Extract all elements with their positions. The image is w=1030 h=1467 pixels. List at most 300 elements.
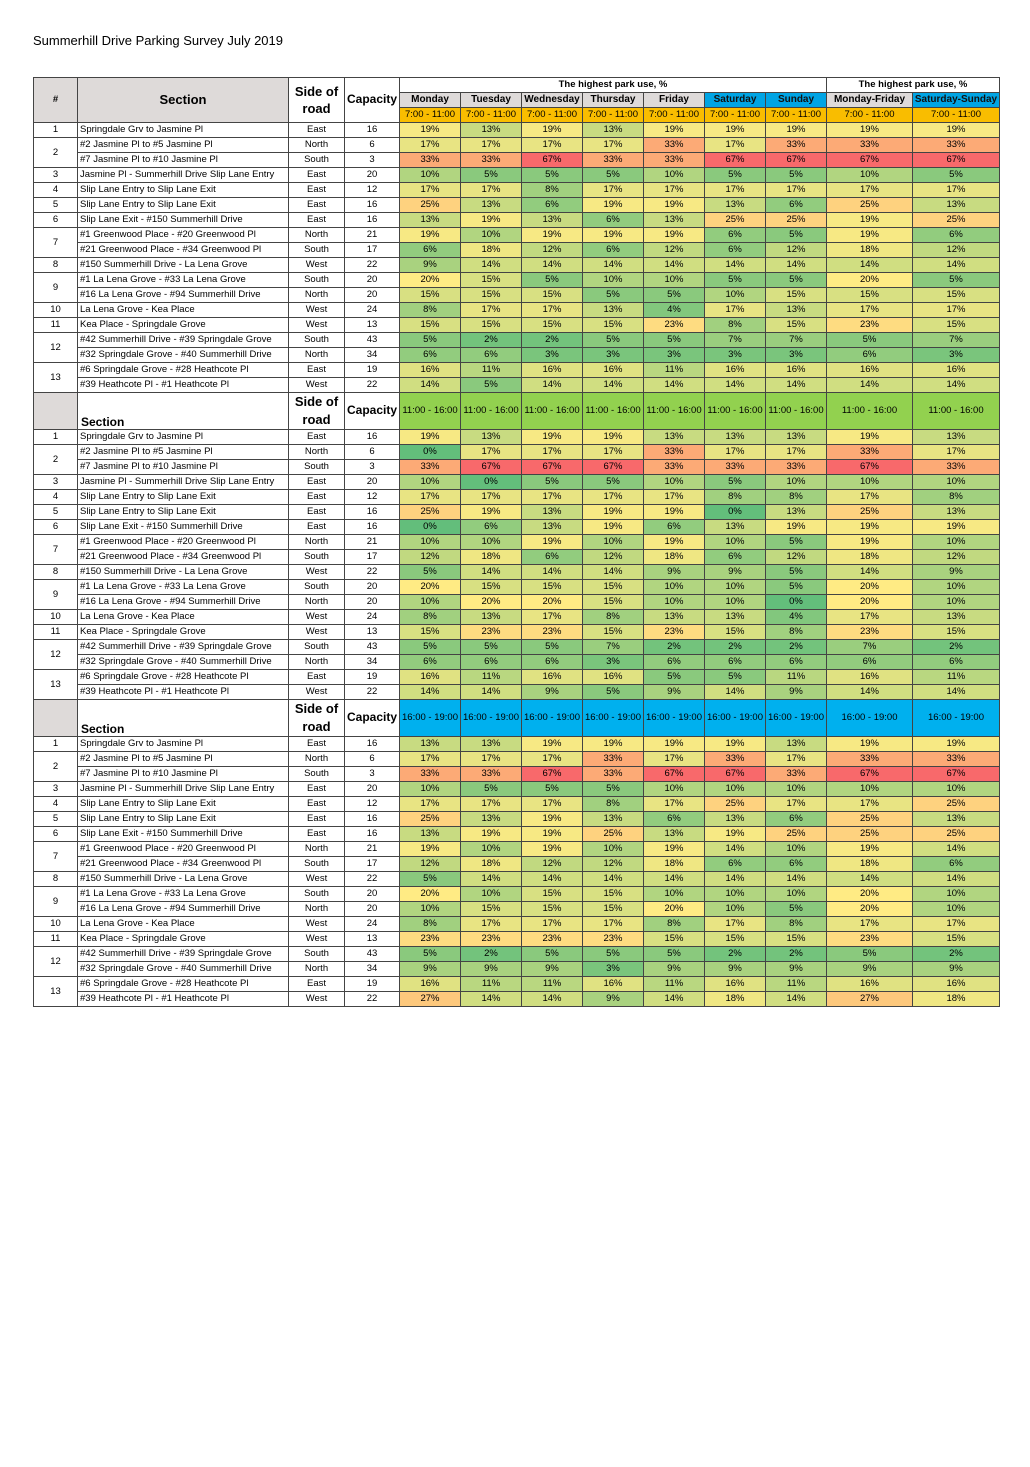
usage-cell: 15%	[827, 288, 913, 303]
usage-cell: 16%	[522, 363, 583, 378]
section-name: Slip Lane Entry to Slip Lane Exit	[78, 198, 289, 213]
usage-cell: 9%	[644, 565, 705, 580]
capacity-value: 22	[345, 872, 400, 887]
usage-cell: 25%	[400, 812, 461, 827]
usage-cell: 12%	[583, 857, 644, 872]
usage-cell: 19%	[644, 198, 705, 213]
side-of-road: East	[289, 670, 345, 685]
usage-cell: 3%	[766, 348, 827, 363]
usage-cell: 2%	[461, 333, 522, 348]
usage-cell: 10%	[705, 535, 766, 550]
usage-cell: 10%	[766, 842, 827, 857]
usage-cell: 67%	[705, 153, 766, 168]
usage-cell: 23%	[522, 625, 583, 640]
block-section-header: Section	[78, 700, 289, 737]
usage-cell: 67%	[827, 460, 913, 475]
section-name: Jasmine Pl - Summerhill Drive Slip Lane Entry	[78, 168, 289, 183]
capacity-value: 16	[345, 520, 400, 535]
usage-cell: 14%	[827, 872, 913, 887]
usage-cell: 17%	[583, 138, 644, 153]
side-of-road: East	[289, 490, 345, 505]
usage-cell: 14%	[827, 685, 913, 700]
usage-cell: 5%	[583, 288, 644, 303]
usage-cell: 19%	[583, 737, 644, 752]
side-of-road: North	[289, 535, 345, 550]
usage-cell: 19%	[766, 123, 827, 138]
section-name: Slip Lane Entry to Slip Lane Exit	[78, 812, 289, 827]
usage-cell: 5%	[400, 872, 461, 887]
usage-cell: 15%	[583, 887, 644, 902]
usage-cell: 20%	[827, 580, 913, 595]
usage-cell: 17%	[522, 138, 583, 153]
section-number: 8	[34, 258, 78, 273]
table-row	[34, 655, 1000, 670]
usage-cell: 17%	[400, 490, 461, 505]
usage-cell: 16%	[766, 363, 827, 378]
usage-cell: 5%	[913, 168, 1000, 183]
section-name: #39 Heathcote Pl - #1 Heathcote Pl	[78, 992, 289, 1007]
usage-cell: 20%	[461, 595, 522, 610]
usage-cell: 10%	[644, 595, 705, 610]
usage-cell: 6%	[766, 857, 827, 872]
capacity-value: 17	[345, 857, 400, 872]
usage-cell: 13%	[583, 812, 644, 827]
block-side-header: Side of road	[289, 393, 345, 430]
capacity-value: 20	[345, 168, 400, 183]
capacity-value: 34	[345, 962, 400, 977]
usage-cell: 18%	[644, 550, 705, 565]
col-header-num: #	[34, 78, 78, 123]
capacity-value: 22	[345, 992, 400, 1007]
section-name: #2 Jasmine Pl to #5 Jasmine Pl	[78, 445, 289, 460]
usage-cell: 11%	[644, 977, 705, 992]
usage-cell: 9%	[522, 685, 583, 700]
usage-cell: 10%	[400, 595, 461, 610]
usage-cell: 17%	[766, 797, 827, 812]
usage-cell: 15%	[461, 318, 522, 333]
usage-cell: 9%	[644, 685, 705, 700]
section-name: Springdale Grv to Jasmine Pl	[78, 430, 289, 445]
side-of-road: East	[289, 123, 345, 138]
table-row	[34, 505, 1000, 520]
usage-cell: 2%	[644, 640, 705, 655]
usage-cell: 12%	[766, 243, 827, 258]
usage-cell: 20%	[400, 273, 461, 288]
time-slot-label: 16:00 - 19:00	[522, 700, 583, 737]
usage-cell: 17%	[827, 797, 913, 812]
section-name: Springdale Grv to Jasmine Pl	[78, 123, 289, 138]
usage-cell: 18%	[827, 550, 913, 565]
table-row	[34, 700, 1000, 719]
usage-cell: 19%	[522, 430, 583, 445]
usage-cell: 6%	[461, 520, 522, 535]
usage-cell: 6%	[827, 348, 913, 363]
usage-cell: 10%	[827, 475, 913, 490]
time-slot-label: 16:00 - 19:00	[766, 700, 827, 737]
usage-cell: 33%	[400, 767, 461, 782]
usage-cell: 23%	[827, 318, 913, 333]
time-slot-label: 11:00 - 16:00	[766, 393, 827, 430]
usage-cell: 5%	[583, 333, 644, 348]
section-number: 13	[34, 977, 78, 1007]
time-slot-label: 7:00 - 11:00	[766, 108, 827, 123]
usage-cell: 10%	[913, 595, 1000, 610]
section-name: #6 Springdale Grove - #28 Heathcote Pl	[78, 670, 289, 685]
section-number: 12	[34, 333, 78, 363]
side-of-road: South	[289, 887, 345, 902]
usage-cell: 19%	[400, 228, 461, 243]
usage-cell: 23%	[583, 932, 644, 947]
usage-cell: 5%	[644, 288, 705, 303]
usage-cell: 25%	[827, 827, 913, 842]
capacity-value: 22	[345, 378, 400, 393]
usage-cell: 10%	[827, 168, 913, 183]
table-row	[34, 827, 1000, 842]
usage-cell: 13%	[522, 213, 583, 228]
usage-cell: 8%	[583, 797, 644, 812]
side-of-road: East	[289, 505, 345, 520]
usage-cell: 17%	[827, 490, 913, 505]
usage-cell: 17%	[522, 303, 583, 318]
usage-cell: 13%	[705, 812, 766, 827]
usage-cell: 12%	[522, 857, 583, 872]
usage-cell: 14%	[400, 685, 461, 700]
usage-cell: 19%	[827, 842, 913, 857]
capacity-value: 3	[345, 460, 400, 475]
usage-cell: 9%	[913, 962, 1000, 977]
capacity-value: 22	[345, 565, 400, 580]
side-of-road: East	[289, 827, 345, 842]
section-name: #2 Jasmine Pl to #5 Jasmine Pl	[78, 138, 289, 153]
usage-cell: 10%	[705, 288, 766, 303]
usage-cell: 15%	[522, 887, 583, 902]
table-row	[34, 258, 1000, 273]
usage-cell: 33%	[913, 138, 1000, 153]
section-number: 2	[34, 752, 78, 782]
capacity-value: 16	[345, 505, 400, 520]
usage-cell: 5%	[461, 168, 522, 183]
section-name: #39 Heathcote Pl - #1 Heathcote Pl	[78, 685, 289, 700]
usage-cell: 2%	[705, 640, 766, 655]
time-slot-label: 11:00 - 16:00	[461, 393, 522, 430]
usage-cell: 19%	[913, 520, 1000, 535]
usage-cell: 17%	[522, 490, 583, 505]
section-number: 9	[34, 887, 78, 917]
usage-cell: 9%	[461, 962, 522, 977]
usage-cell: 11%	[913, 670, 1000, 685]
usage-cell: 10%	[644, 782, 705, 797]
usage-cell: 13%	[644, 827, 705, 842]
time-slot-label: 16:00 - 19:00	[400, 700, 461, 737]
section-number: 1	[34, 123, 78, 138]
usage-cell: 17%	[522, 752, 583, 767]
usage-cell: 17%	[583, 917, 644, 932]
capacity-value: 43	[345, 640, 400, 655]
capacity-value: 16	[345, 812, 400, 827]
usage-cell: 5%	[400, 565, 461, 580]
usage-cell: 17%	[766, 752, 827, 767]
section-name: La Lena Grove - Kea Place	[78, 917, 289, 932]
section-name: Slip Lane Exit - #150 Summerhill Drive	[78, 213, 289, 228]
capacity-value: 20	[345, 595, 400, 610]
col-header-side: Side of road	[289, 78, 345, 123]
usage-cell: 6%	[705, 655, 766, 670]
usage-cell: 7%	[705, 333, 766, 348]
time-slot-label: 16:00 - 19:00	[583, 700, 644, 737]
side-of-road: North	[289, 655, 345, 670]
usage-cell: 9%	[400, 258, 461, 273]
usage-cell: 6%	[522, 655, 583, 670]
usage-cell: 10%	[913, 782, 1000, 797]
usage-cell: 18%	[461, 243, 522, 258]
usage-cell: 15%	[583, 595, 644, 610]
usage-cell: 13%	[705, 520, 766, 535]
usage-cell: 10%	[644, 475, 705, 490]
usage-cell: 5%	[827, 333, 913, 348]
side-of-road: West	[289, 872, 345, 887]
capacity-value: 34	[345, 348, 400, 363]
section-name: #1 La Lena Grove - #33 La Lena Grove	[78, 887, 289, 902]
side-of-road: West	[289, 378, 345, 393]
table-row	[34, 857, 1000, 872]
usage-cell: 33%	[644, 460, 705, 475]
usage-cell: 3%	[644, 348, 705, 363]
usage-cell: 8%	[766, 625, 827, 640]
usage-cell: 25%	[705, 213, 766, 228]
time-slot-label: 11:00 - 16:00	[400, 393, 461, 430]
usage-cell: 17%	[461, 183, 522, 198]
usage-cell: 13%	[461, 430, 522, 445]
side-of-road: North	[289, 842, 345, 857]
side-of-road: South	[289, 243, 345, 258]
usage-cell: 16%	[583, 363, 644, 378]
usage-cell: 19%	[827, 123, 913, 138]
usage-cell: 10%	[461, 228, 522, 243]
time-slot-label: 11:00 - 16:00	[644, 393, 705, 430]
usage-cell: 17%	[827, 917, 913, 932]
usage-cell: 19%	[705, 737, 766, 752]
usage-cell: 23%	[461, 625, 522, 640]
usage-cell: 19%	[400, 123, 461, 138]
side-of-road: South	[289, 273, 345, 288]
table-row	[34, 977, 1000, 992]
usage-cell: 17%	[705, 917, 766, 932]
usage-cell: 5%	[644, 670, 705, 685]
usage-cell: 17%	[913, 917, 1000, 932]
usage-cell: 9%	[766, 685, 827, 700]
capacity-value: 16	[345, 123, 400, 138]
time-slot-label: 7:00 - 11:00	[461, 108, 522, 123]
side-of-road: North	[289, 752, 345, 767]
usage-cell: 13%	[522, 505, 583, 520]
table-row	[34, 782, 1000, 797]
time-slot-label: 7:00 - 11:00	[827, 108, 913, 123]
table-row	[34, 737, 1000, 752]
section-number: 7	[34, 228, 78, 258]
table-row	[34, 78, 1000, 93]
usage-cell: 8%	[766, 917, 827, 932]
usage-cell: 8%	[705, 490, 766, 505]
section-name: #6 Springdale Grove - #28 Heathcote Pl	[78, 977, 289, 992]
day-header: Friday	[644, 93, 705, 108]
section-number: 10	[34, 610, 78, 625]
capacity-value: 24	[345, 917, 400, 932]
capacity-value: 19	[345, 977, 400, 992]
table-row	[34, 752, 1000, 767]
capacity-value: 12	[345, 183, 400, 198]
table-row	[34, 685, 1000, 700]
table-row	[34, 363, 1000, 378]
side-of-road: North	[289, 445, 345, 460]
usage-cell: 15%	[766, 932, 827, 947]
table-row	[34, 917, 1000, 932]
usage-cell: 10%	[705, 902, 766, 917]
usage-cell: 10%	[766, 475, 827, 490]
usage-cell: 14%	[400, 378, 461, 393]
usage-cell: 16%	[400, 363, 461, 378]
usage-cell: 8%	[644, 917, 705, 932]
table-row	[34, 640, 1000, 655]
capacity-value: 16	[345, 737, 400, 752]
table-row	[34, 535, 1000, 550]
usage-cell: 16%	[400, 977, 461, 992]
time-slot-label: 11:00 - 16:00	[522, 393, 583, 430]
table-row	[34, 550, 1000, 565]
usage-cell: 6%	[766, 812, 827, 827]
time-slot-label: 16:00 - 19:00	[705, 700, 766, 737]
section-name: #42 Summerhill Drive - #39 Springdale Grove	[78, 947, 289, 962]
capacity-value: 20	[345, 475, 400, 490]
usage-cell: 33%	[705, 752, 766, 767]
usage-cell: 14%	[913, 258, 1000, 273]
usage-cell: 67%	[522, 460, 583, 475]
usage-cell: 6%	[461, 655, 522, 670]
section-number: 6	[34, 520, 78, 535]
table-row	[34, 138, 1000, 153]
capacity-value: 19	[345, 670, 400, 685]
table-row	[34, 595, 1000, 610]
usage-cell: 19%	[522, 827, 583, 842]
usage-cell: 10%	[913, 902, 1000, 917]
usage-cell: 14%	[705, 842, 766, 857]
side-of-road: East	[289, 475, 345, 490]
usage-cell: 0%	[705, 505, 766, 520]
usage-cell: 14%	[827, 565, 913, 580]
table-row	[34, 243, 1000, 258]
usage-cell: 2%	[522, 333, 583, 348]
section-name: Slip Lane Entry to Slip Lane Exit	[78, 505, 289, 520]
section-name: #21 Greenwood Place - #34 Greenwood Pl	[78, 857, 289, 872]
usage-cell: 67%	[705, 767, 766, 782]
capacity-value: 13	[345, 625, 400, 640]
time-slot-label: 7:00 - 11:00	[400, 108, 461, 123]
usage-cell: 15%	[766, 288, 827, 303]
usage-cell: 5%	[522, 782, 583, 797]
usage-cell: 17%	[766, 183, 827, 198]
usage-cell: 14%	[644, 872, 705, 887]
usage-cell: 67%	[522, 153, 583, 168]
usage-cell: 15%	[705, 932, 766, 947]
side-of-road: North	[289, 138, 345, 153]
usage-cell: 14%	[461, 258, 522, 273]
usage-cell: 8%	[766, 490, 827, 505]
usage-cell: 12%	[644, 243, 705, 258]
usage-cell: 20%	[522, 595, 583, 610]
usage-cell: 5%	[461, 378, 522, 393]
time-slot-label: 16:00 - 19:00	[827, 700, 913, 737]
usage-cell: 10%	[705, 595, 766, 610]
usage-cell: 12%	[913, 550, 1000, 565]
usage-cell: 17%	[461, 138, 522, 153]
page-title: Summerhill Drive Parking Survey July 2019	[33, 33, 283, 48]
table-row	[34, 378, 1000, 393]
usage-cell: 14%	[522, 258, 583, 273]
side-of-road: West	[289, 625, 345, 640]
usage-cell: 14%	[522, 872, 583, 887]
usage-cell: 16%	[913, 977, 1000, 992]
usage-cell: 25%	[913, 827, 1000, 842]
usage-cell: 10%	[400, 782, 461, 797]
section-number: 1	[34, 430, 78, 445]
usage-cell: 14%	[583, 872, 644, 887]
usage-cell: 17%	[644, 752, 705, 767]
usage-cell: 19%	[827, 228, 913, 243]
section-name: Slip Lane Entry to Slip Lane Exit	[78, 797, 289, 812]
table-row	[34, 445, 1000, 460]
usage-cell: 10%	[705, 887, 766, 902]
table-row	[34, 475, 1000, 490]
section-number: 11	[34, 318, 78, 333]
capacity-value: 12	[345, 797, 400, 812]
usage-cell: 33%	[827, 445, 913, 460]
time-slot-label: 7:00 - 11:00	[644, 108, 705, 123]
usage-cell: 14%	[644, 378, 705, 393]
section-name: #1 Greenwood Place - #20 Greenwood Pl	[78, 842, 289, 857]
table-row	[34, 348, 1000, 363]
capacity-value: 24	[345, 610, 400, 625]
usage-cell: 6%	[644, 812, 705, 827]
table-row	[34, 303, 1000, 318]
usage-cell: 25%	[913, 213, 1000, 228]
usage-cell: 14%	[583, 565, 644, 580]
side-of-road: South	[289, 857, 345, 872]
table-row	[34, 625, 1000, 640]
section-number: 8	[34, 565, 78, 580]
usage-cell: 3%	[583, 348, 644, 363]
usage-cell: 18%	[705, 992, 766, 1007]
usage-cell: 5%	[583, 475, 644, 490]
side-of-road: North	[289, 348, 345, 363]
usage-cell: 18%	[644, 857, 705, 872]
usage-cell: 19%	[522, 535, 583, 550]
usage-cell: 9%	[583, 992, 644, 1007]
usage-cell: 17%	[705, 183, 766, 198]
usage-cell: 13%	[461, 737, 522, 752]
usage-cell: 11%	[522, 977, 583, 992]
usage-cell: 33%	[644, 138, 705, 153]
usage-cell: 10%	[644, 580, 705, 595]
side-of-road: West	[289, 685, 345, 700]
capacity-value: 43	[345, 947, 400, 962]
usage-cell: 12%	[913, 243, 1000, 258]
capacity-value: 22	[345, 685, 400, 700]
usage-cell: 10%	[583, 273, 644, 288]
usage-cell: 19%	[583, 520, 644, 535]
usage-cell: 15%	[583, 625, 644, 640]
usage-cell: 33%	[583, 752, 644, 767]
usage-cell: 67%	[827, 153, 913, 168]
usage-cell: 19%	[827, 737, 913, 752]
